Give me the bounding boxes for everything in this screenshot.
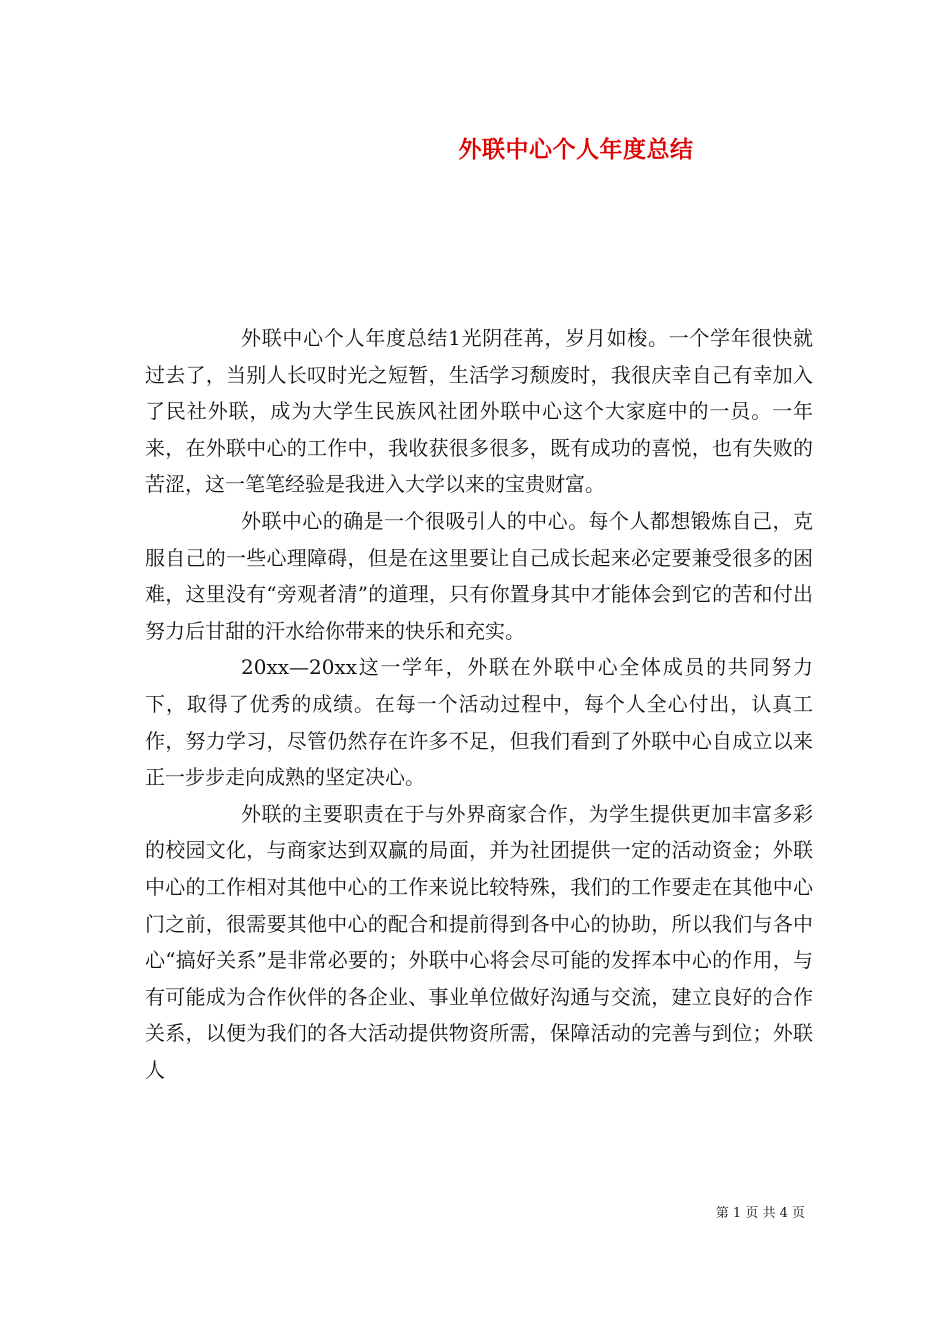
document-title: 外联中心个人年度总结 [458,136,694,163]
document-body [145,320,813,1088]
paragraph-3: 20xx—20xx这一学年，外联在外联中心全体成员的共同努力下，取得了优秀的成绩。在每一个活动过程中，每个人全心付出，认真工作，努力学习，尽管仍然存在许多不足，但我们看到了外联中心自成立以来正一步步走向成熟的坚定决心。 [145,655,813,790]
paragraph-2: 外联中心的确是一个很吸引人的中心。每个人都想锻炼自己，克服自己的一些心理障碍，但是在这里要让自己成长起来必定要兼受很多的困难，这里没有“旁观者清”的道理，只有你置身其中才能体会到它的苦和付出努力后甘甜的汗水给你带来的快乐和充实。 [145,508,813,643]
page-number: 第 1 页 共 4 页 [715,1206,805,1221]
paragraph-1: 外联中心个人年度总结1光阴荏苒，岁月如梭。一个学年很快就过去了，当别人长叹时光之短暂，生活学习颓废时，我很庆幸自己有幸加入了民社外联，成为大学生民族风社团外联中心这个大家庭中的一员。一年来，在外联中心的工作中，我收获很多很多，既有成功的喜悦，也有失败的苦涩，这一笔笔经验是我进入大学以来的宝贵财富。 [145,326,813,497]
paragraph-4: 外联的主要职责在于与外界商家合作，为学生提供更加丰富多彩的校园文化，与商家达到双赢的局面，并为社团提供一定的活动资金；外联中心的工作相对其他中心的工作来说比较特殊，我们的工作要走在其他中心门之前，很需要其他中心的配合和提前得到各中心的协助，所以我们与各中心“搞好关系”是非常必要的；外联中心将会尽可能的发挥本中心的作用，与有可能成为合作伙伴的各企业、事业单位做好沟通与交流，建立良好的合作关系，以便为我们的各大活动提供物资所需，保障活动的完善与到位；外联人 [145,801,813,1082]
